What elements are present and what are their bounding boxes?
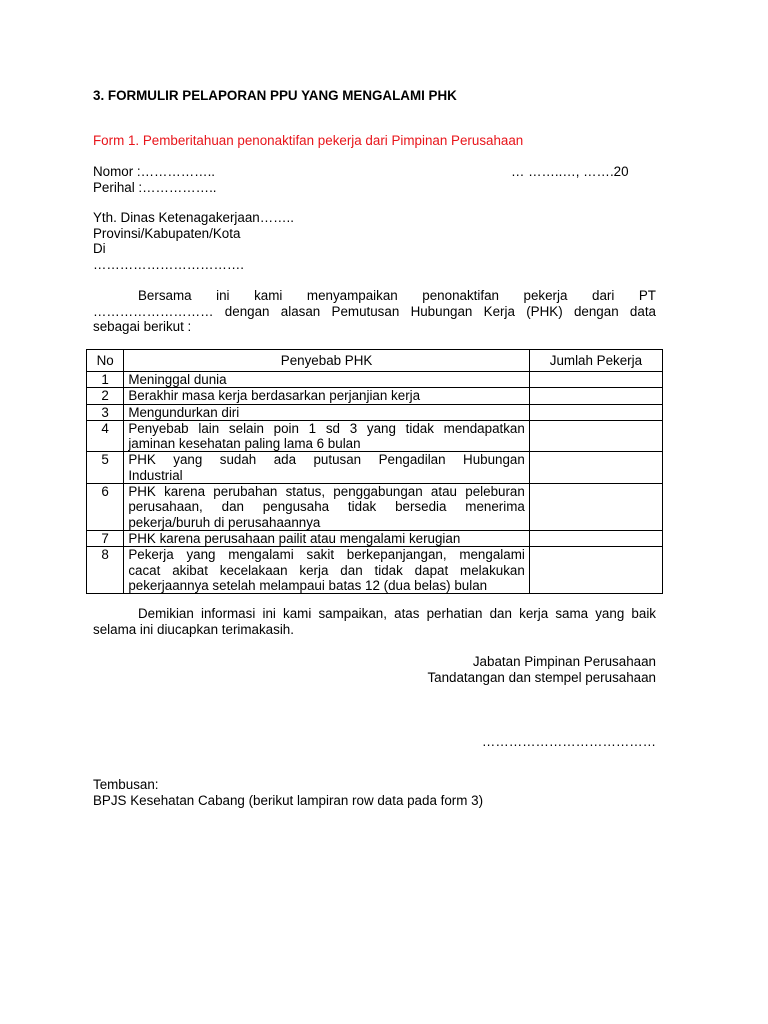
cause-line: jaminan kesehatan paling lama 6 bulan xyxy=(128,436,361,452)
row-count[interactable] xyxy=(529,388,662,404)
intro-line: ……………………… dengan alasan Pemutusan Hubungan Kerja (PHK) dengan data xyxy=(93,303,656,319)
row-count[interactable] xyxy=(529,547,662,594)
row-cause xyxy=(124,530,530,546)
table-row xyxy=(87,388,663,404)
row-number: 1 xyxy=(87,372,124,388)
form-title: Form 1. Pemberitahuan penonaktifan pekerja dari Pimpinan Perusahaan xyxy=(93,133,524,148)
row-number: 2 xyxy=(87,388,124,404)
address-line: Yth. Dinas Ketenagakerjaan…….. xyxy=(93,210,294,225)
cause-line: pekerja/buruh di perusahaannya xyxy=(128,514,321,530)
row-number: 3 xyxy=(87,404,124,420)
table-row xyxy=(87,372,663,388)
row-count[interactable] xyxy=(529,372,662,388)
signature-line: ………………………………… xyxy=(481,734,656,749)
cc-block xyxy=(93,777,483,808)
row-count[interactable] xyxy=(529,420,662,452)
row-cause xyxy=(124,547,530,594)
cause-line: Industrial xyxy=(128,467,183,483)
table-row xyxy=(87,530,663,546)
date-field: … ……..…, …….20 xyxy=(511,164,629,179)
signature-block xyxy=(427,654,656,685)
row-cause xyxy=(124,484,530,531)
row-number: 8 xyxy=(87,547,124,594)
row-number: 6 xyxy=(87,484,124,531)
header-no: No xyxy=(87,350,124,372)
table-row xyxy=(87,484,663,531)
header-count: Jumlah Pekerja xyxy=(529,350,662,372)
cause-line: Berakhir masa kerja berdasarkan perjanjian kerja xyxy=(128,388,421,404)
row-number: 7 xyxy=(87,530,124,546)
cause-line: Meninggal dunia xyxy=(128,372,227,387)
intro-line: sebagai berikut : xyxy=(93,319,192,334)
table-header-row xyxy=(87,350,663,372)
row-cause xyxy=(124,372,530,388)
row-cause xyxy=(124,420,530,452)
address-line: Provinsi/Kabupaten/Kota xyxy=(93,225,241,241)
recipient-address xyxy=(93,210,294,272)
cause-line: cacat akibat kecelakaan kerja dan tidak dapat melakukan xyxy=(128,562,525,578)
row-cause xyxy=(124,452,530,484)
row-number: 5 xyxy=(87,452,124,484)
closing-line: Demikian informasi ini kami sampaikan, atas perhatian dan kerja sama yang baik xyxy=(138,606,656,621)
row-count[interactable] xyxy=(529,484,662,531)
row-cause xyxy=(124,388,530,404)
row-number: 4 xyxy=(87,420,124,452)
closing-paragraph xyxy=(93,606,656,637)
nomor-field: Nomor :…………….. xyxy=(93,164,216,179)
intro-paragraph xyxy=(93,288,656,335)
cc-recipient: BPJS Kesehatan Cabang (berikut lampiran row data pada form 3) xyxy=(93,792,484,808)
cause-line: perusahaan, dan pengusaha tidak bersedia menerima xyxy=(128,499,525,515)
signature-title: Jabatan Pimpinan Perusahaan xyxy=(472,654,656,669)
row-count[interactable] xyxy=(529,530,662,546)
cause-line: Mengundurkan diri xyxy=(128,404,240,420)
cause-line: PHK karena perusahaan pailit atau mengalami kerugian xyxy=(128,530,461,546)
table-row xyxy=(87,420,663,452)
closing-line: selama ini diucapkan terimakasih. xyxy=(93,621,294,637)
cause-line: Pekerja yang mengalami sakit berkepanjangan, mengalami xyxy=(128,547,525,563)
address-line: ……………………………. xyxy=(93,256,245,272)
intro-line: Bersama ini kami menyampaikan penonaktifan pekerja dari PT xyxy=(138,288,656,303)
phk-table xyxy=(86,349,663,594)
cc-label: Tembusan: xyxy=(93,777,159,792)
table-row xyxy=(87,452,663,484)
signature-note: Tandatangan dan stempel perusahaan xyxy=(427,669,656,685)
row-count[interactable] xyxy=(529,404,662,420)
cause-line: Penyebab lain selain poin 1 sd 3 yang tidak mendapatkan xyxy=(128,420,525,436)
table-row xyxy=(87,404,663,420)
perihal-field: Perihal :…………….. xyxy=(93,180,217,195)
row-count[interactable] xyxy=(529,452,662,484)
document-heading: 3. FORMULIR PELAPORAN PPU YANG MENGALAMI PHK xyxy=(93,88,457,103)
cause-line: pekerjaannya setelah melampaui batas 12 (dua belas) bulan xyxy=(128,577,488,593)
row-cause xyxy=(124,404,530,420)
cause-line: PHK karena perubahan status, penggabungan atau peleburan xyxy=(128,484,525,500)
table-row xyxy=(87,547,663,594)
header-cause: Penyebab PHK xyxy=(124,350,530,372)
address-line: Di xyxy=(93,241,106,256)
cause-line: PHK yang sudah ada putusan Pengadilan Hubungan xyxy=(128,452,525,468)
